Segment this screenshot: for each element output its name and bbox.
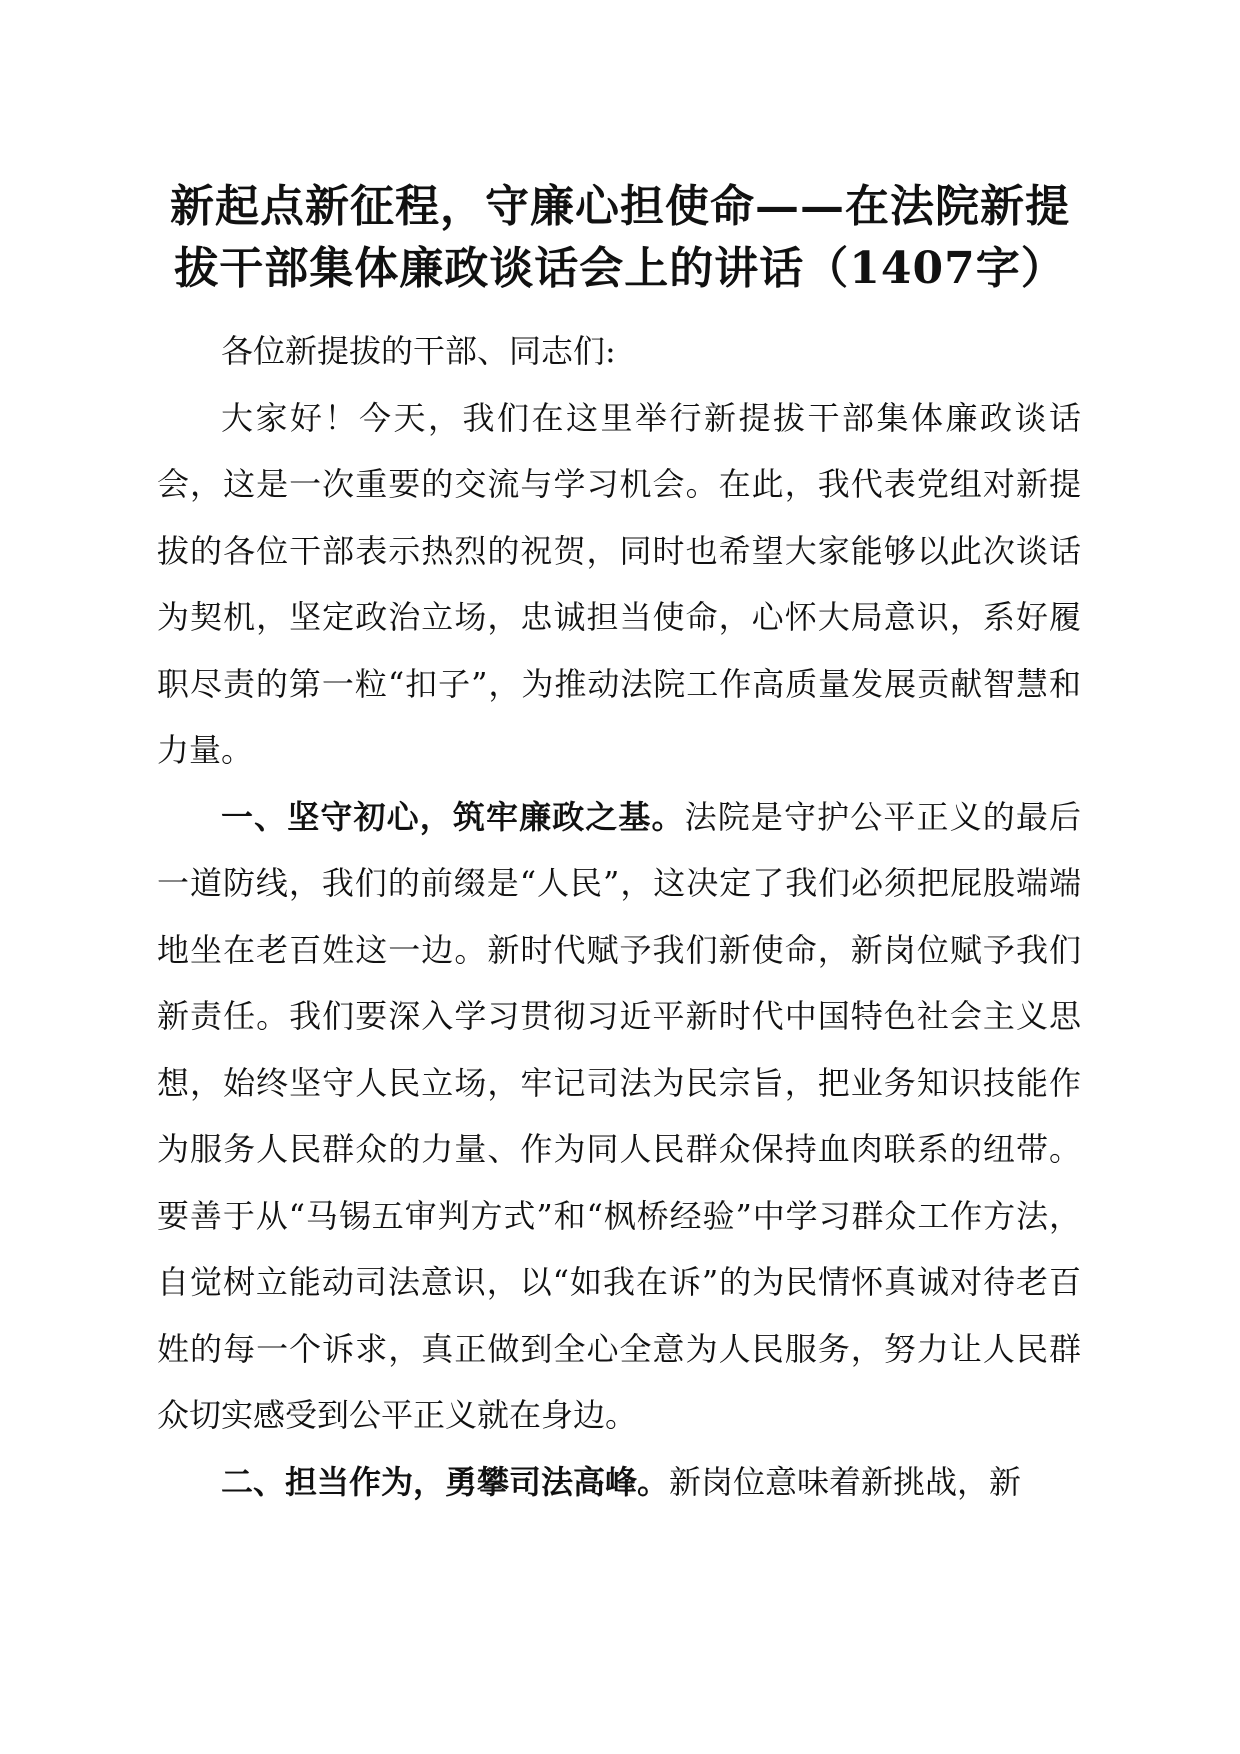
section-1-paragraph [157, 784, 1081, 1449]
document-title [150, 176, 1090, 300]
section-2-heading: 二、担当作为，勇攀司法高峰。 [221, 1462, 670, 1501]
section-1-heading: 一、坚守初心，筑牢廉政之基。 [221, 797, 685, 836]
section-2-paragraph [157, 1449, 1081, 1516]
document-body [157, 318, 1081, 1515]
title-line-1: 新起点新征程，守廉心担使命——在法院新提 [170, 181, 1070, 232]
salutation: 各位新提拔的干部、同志们: [221, 332, 616, 370]
section-1-text: 法院是守护公平正义的最后一道防线，我们的前缀是“人民”，这决定了我们必须把屁股端端地坐在老百姓这一边。新时代赋予我们新使命，新岗位赋予我们新责任。我们要深入学习贯彻习近平新时代中国特色社会主义思想，始终坚守人民立场，牢记司法为民宗旨，把业务知识技能作为服务人民群众的力量、作为同人民群众保持血肉联系的纽带。要善于从“马锡五审判方式”和“枫桥经验”中学习群众工作方法，自觉树立能动司法意识，以“如我在诉”的为民情怀真诚对待老百姓的每一个诉求，真正做到全心全意为人民服务，努力让人民群众切实感受到公平正义就在身边。 [157, 797, 1081, 1434]
section-2-text: 新岗位意味着新挑战，新 [669, 1462, 1022, 1501]
intro-paragraph: 大家好！今天，我们在这里举行新提拔干部集体廉政谈话会，这是一次重要的交流与学习机会。在此，我代表党组对新提拔的各位干部表示热烈的祝贺，同时也希望大家能够以此次谈话为契机，坚定政治立场，忠诚担当使命，心怀大局意识，系好履职尽责的第一粒“扣子”，为推动法院工作高质量发展贡献智慧和力量。 [157, 398, 1081, 769]
title-line-2: 拔干部集体廉政谈话会上的讲话（1407字） [174, 243, 1066, 294]
